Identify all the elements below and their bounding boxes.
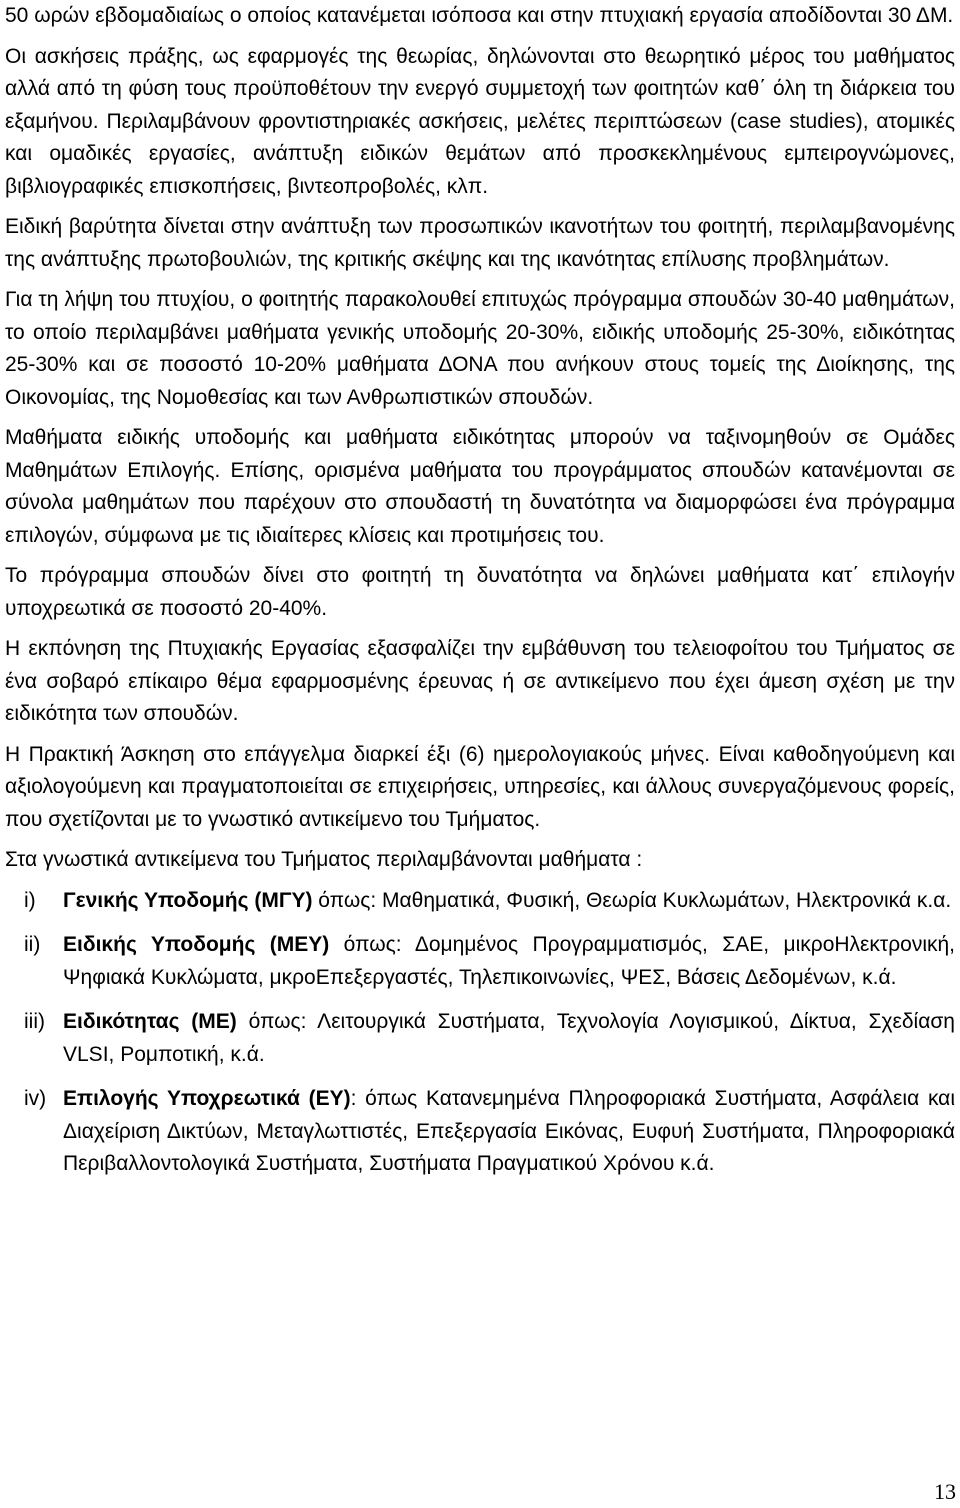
- paragraph-thesis: Η εκπόνηση της Πτυχιακής Εργασίας εξασφαλίζει την εμβάθυνση του τελειοφοίτου του Τμήματος σε ένα σοβαρό επίκαιρο θέμα εφαρμοσμένης έρευνας ή σε αντικείμενο που έχει άμεση σχέση με την ειδικότητα των σπουδών.: [5, 637, 955, 725]
- list-item: [5, 1006, 955, 1071]
- list-item: [5, 885, 955, 918]
- course-category-list: [5, 885, 955, 1181]
- list-item-number: iii): [24, 1010, 45, 1033]
- list-item-number: ii): [24, 933, 41, 956]
- list-item-text: όπως: Μαθηματικά, Φυσική, Θεωρία Κυκλωμάτων, Ηλεκτρονικά κ.α.: [312, 888, 952, 912]
- paragraph-exercises: Οι ασκήσεις πράξης, ως εφαρμογές της θεωρίας, δηλώνονται στο θεωρητικό μέρος του μαθήματος αλλά από τη φύση τους προϋποθέτουν την ενεργό συμμετοχή των φοιτητών καθ΄ όλη τη διάρκεια του εξαμήνου. Περιλαμβάνουν φροντιστηριακές ασκήσεις, μελέτες περιπτώσεων (case studies), ατομικές και ομαδικές εργασίες, ανάπτυξη ειδικών θεμάτων από προσκεκλημένους εμπειρογνώμονες, βιβλιογραφικές επισκοπήσεις, βιντεοπροβολές, κλπ.: [5, 44, 955, 198]
- list-item-title: Ειδικότητας (ΜΕ): [63, 1010, 237, 1033]
- list-item-number: iv): [24, 1087, 47, 1110]
- list-item-text: όπως: Λειτουργικά Συστήματα, Τεχνολογία Λογισμικού, Δίκτυα, Σχεδίαση VLSI, Ρομποτική, κ.ά.: [63, 1010, 955, 1066]
- paragraph-course-categories-intro: Στα γνωστικά αντικείμενα του Τμήματος περιλαμβάνονται μαθήματα :: [5, 848, 643, 871]
- list-item: [5, 929, 955, 994]
- list-item-text: : όπως Κατανεμημένα Πληροφοριακά Συστήματα, Ασφάλεια και Διαχείριση Δικτύων, Μεταγλωττιστές, Επεξεργασία Εικόνας, Ευφυή Συστήματα, Πληροφοριακά Περιβαλλοντολογικά Συστήματα, Συστήματα Πραγματικού Χρόνου κ.ά.: [63, 1087, 955, 1175]
- paragraph-personal-skills: Ειδική βαρύτητα δίνεται στην ανάπτυξη των προσωπικών ικανοτήτων του φοιτητή, περιλαμβανομένης της ανάπτυξης πρωτοβουλιών, της κριτικής σκέψης και της ικανότητας επίλυσης προβλημάτων.: [5, 215, 955, 271]
- list-item-text: όπως: Δομημένος Προγραμματισμός, ΣΑΕ, μικροΗλεκτρονική, Ψηφιακά Κυκλώματα, μκροΕπεξεργαστές, Τηλεπικοινωνίες, ΨΕΣ, Βάσεις Δεδομένων, κ.ά.: [63, 933, 956, 989]
- list-item-number: i): [24, 888, 36, 912]
- paragraph-continuation: 50 ωρών εβδομαδιαίως ο οποίος κατανέμεται ισόποσα και στην πτυχιακή εργασία αποδίδονται 30 ΔΜ.: [5, 4, 954, 27]
- list-item-title: Επιλογής Υποχρεωτικά (ΕΥ): [63, 1087, 351, 1110]
- paragraph-internship: Η Πρακτική Άσκηση στο επάγγελμα διαρκεί έξι (6) ημερολογιακούς μήνες. Είναι καθοδηγούμενη και αξιολογούμενη και πραγματοποιείται σε επιχειρήσεις, υπηρεσίες, και άλλους συνεργαζόμενους φορείς, που σχετίζονται με το γνωστικό αντικείμενο του Τμήματος.: [5, 742, 955, 831]
- list-item-title: Ειδικής Υποδομής (ΜΕΥ): [63, 933, 330, 956]
- list-item: [5, 1083, 955, 1181]
- paragraph-degree-requirements: Για τη λήψη του πτυχίου, ο φοιτητής παρακολουθεί επιτυχώς πρόγραμμα σπουδών 30-40 μαθημάτων, το οποίο περιλαμβάνει μαθήματα γενικής υποδομής 20-30%, ειδικής υποδομής 25-30%, ειδικότητας 25-30% και σε ποσοστό 10-20% μαθήματα ΔΟΝΑ που ανήκουν στους τομείς της Διοίκησης, της Οικονομίας, της Νομοθεσίας και των Ανθρωπιστικών σπουδών.: [5, 288, 955, 409]
- page-number: 13: [934, 1479, 956, 1504]
- paragraph-elective-groups: Μαθήματα ειδικής υποδομής και μαθήματα ειδικότητας μπορούν να ταξινομηθούν σε Ομάδες Μαθημάτων Επιλογής. Επίσης, ορισμένα μαθήματα του προγράμματος σπουδών κατανέμονται σε σύνολα μαθημάτων που παρέχουν στο σπουδαστή τη δυνατότητα να διαμορφώσει ένα πρόγραμμα επιλογών, σύμφωνα με τις ιδιαίτερες κλίσεις και προτιμήσεις του.: [5, 426, 955, 547]
- list-item-title: Γενικής Υποδομής (ΜΓΥ): [63, 888, 313, 912]
- document-body: [5, 0, 955, 1193]
- paragraph-compulsory-electives: Το πρόγραμμα σπουδών δίνει στο φοιτητή τη δυνατότητα να δηλώνει μαθήματα κατ΄ επιλογήν υποχρεωτικά σε ποσοστό 20-40%.: [5, 564, 955, 620]
